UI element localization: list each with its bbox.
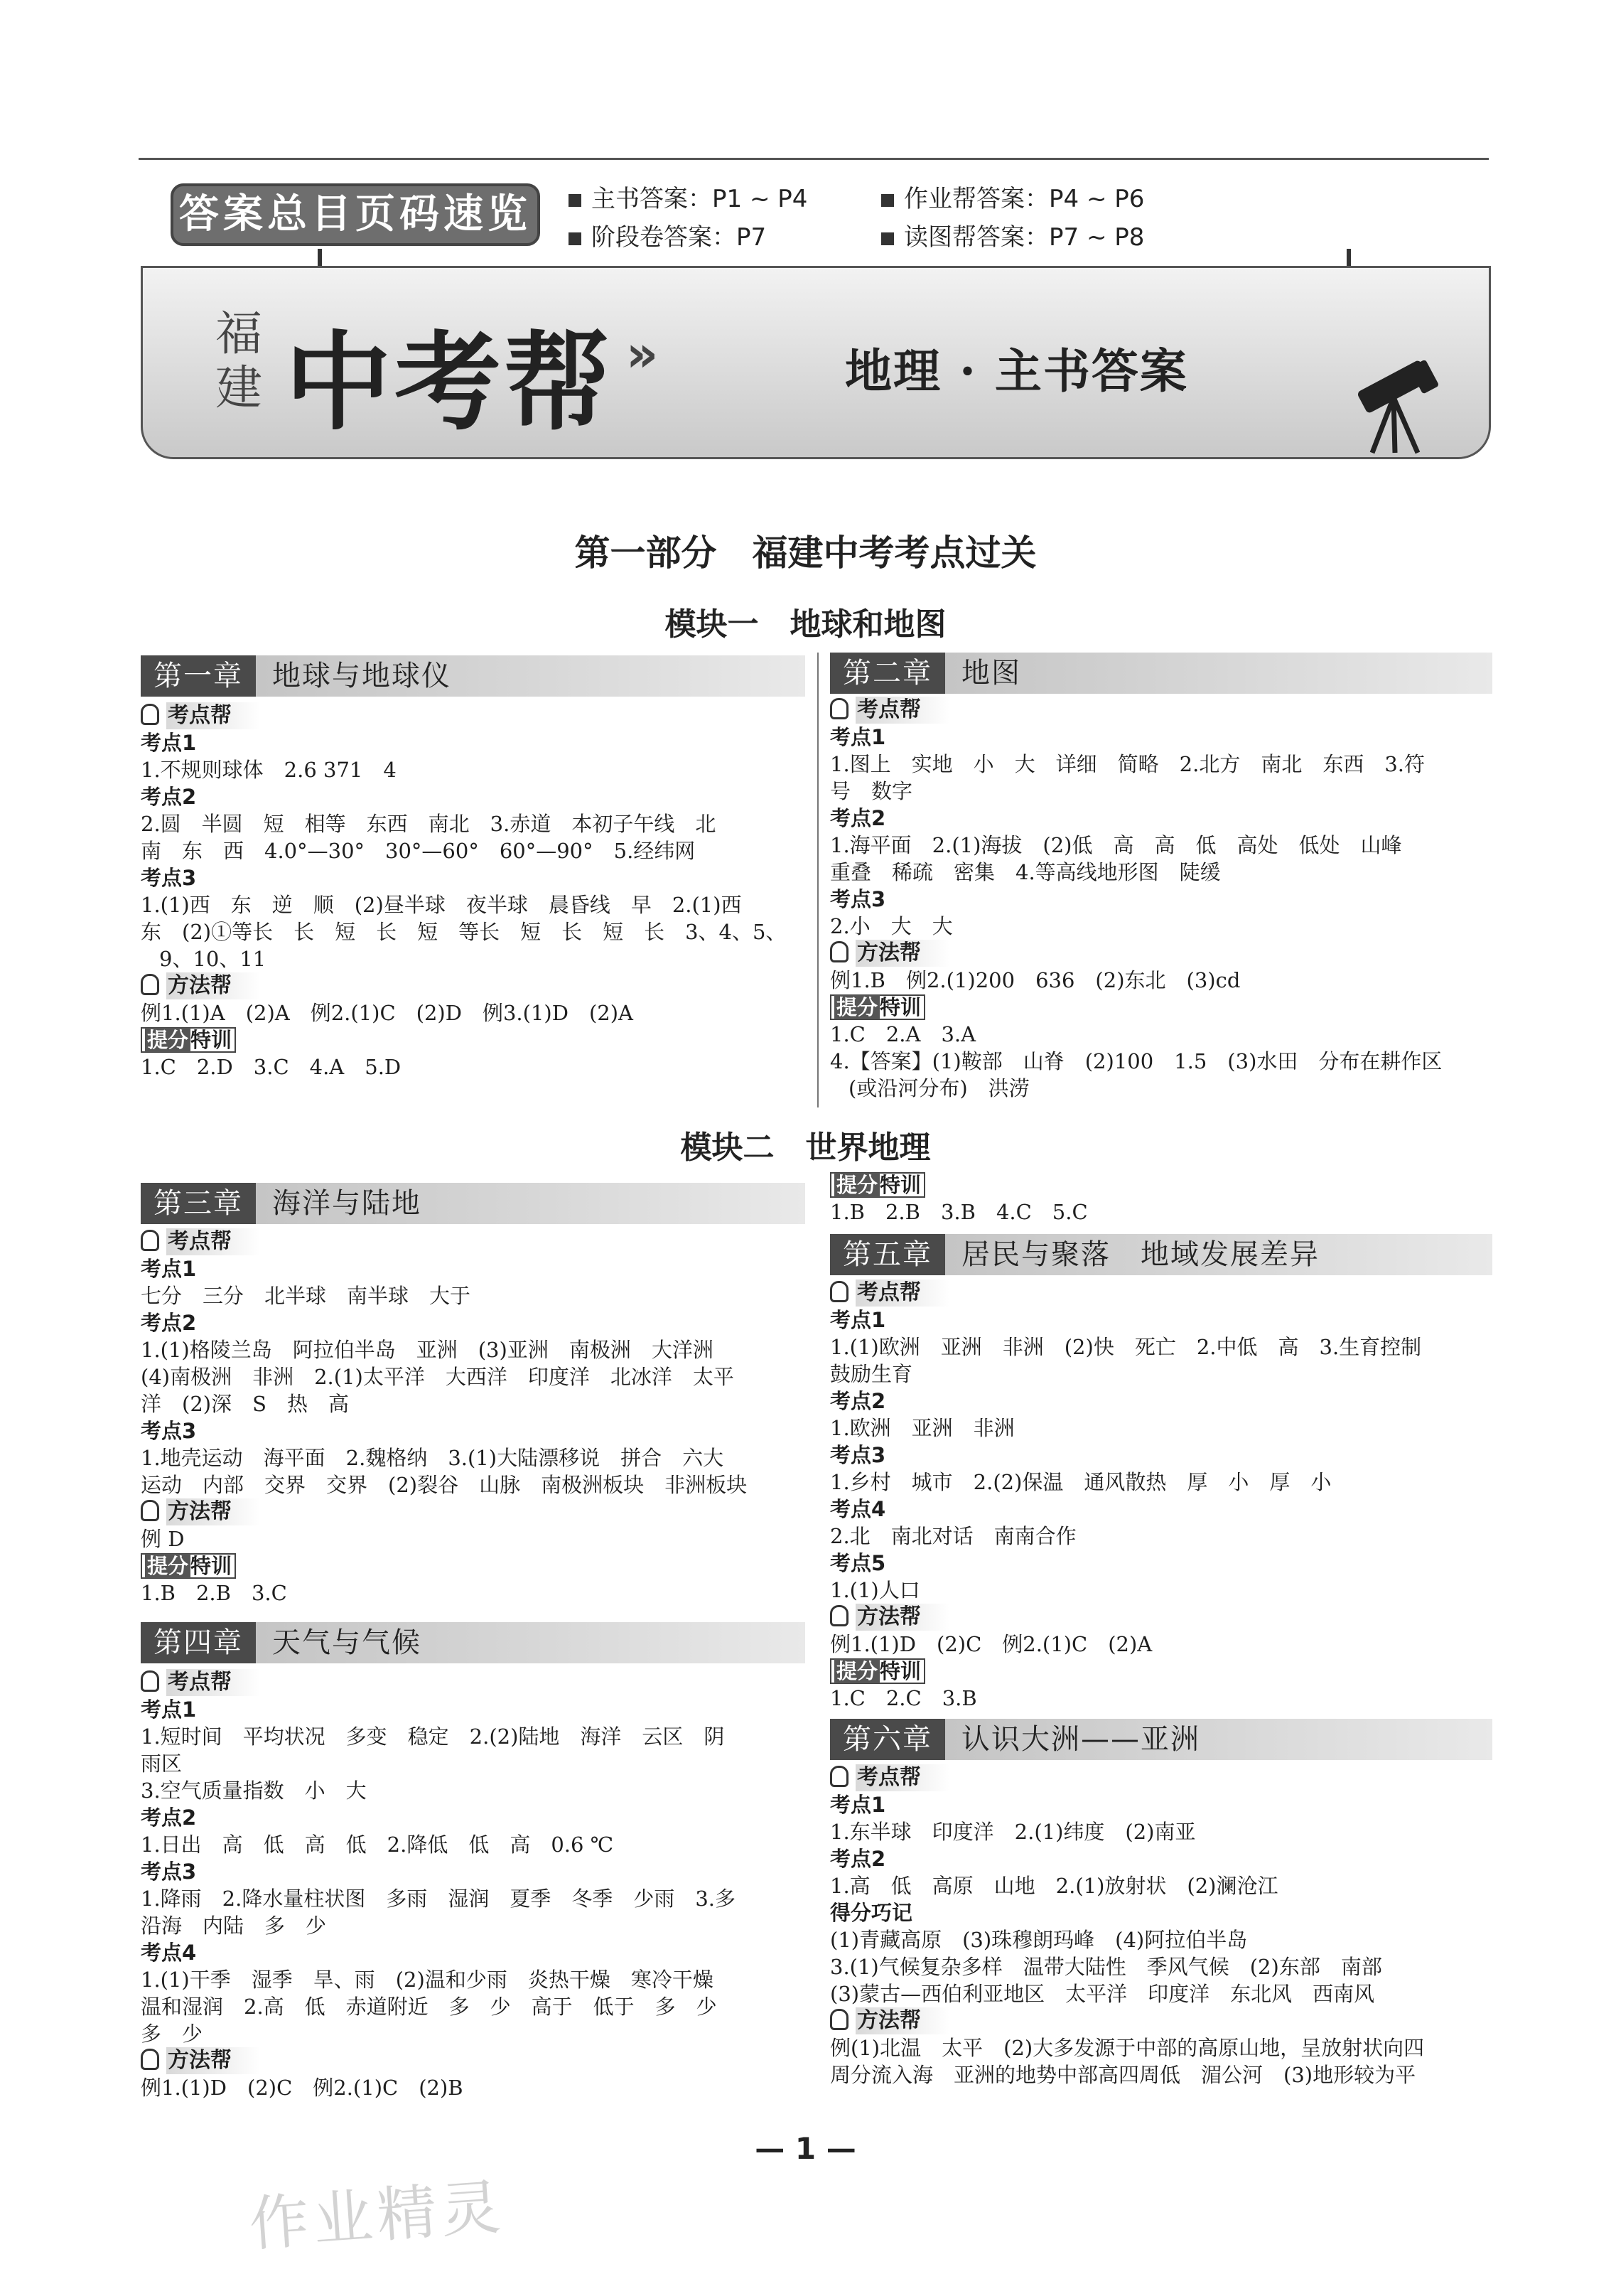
section-kaodian: 考点帮 [830,697,1492,724]
column-divider [817,653,819,1107]
section-fangfa: 方法帮 [141,2047,805,2074]
drill-badge: 提分 特训 [141,1027,236,1053]
bulb-icon [141,2049,159,2070]
section-kaodian: 考点帮 [830,1280,1492,1307]
brand-logo: 中考帮 [285,321,614,445]
index-item: 作业帮答案：P4 ~ P6 [881,179,1144,214]
drill-badge: 提分 特训 [830,994,925,1020]
section-fangfa: 方法帮 [141,1498,805,1525]
chapter-body: 考点帮 考点1 1.(1)欧洲 亚洲 非洲 (2)快 死亡 2.中低 高 3.生育控制 鼓励生育 考点2 1.欧洲 亚洲 非洲 考点3 1.乡村 城市 2.(2)保温 通风散热 厚 小 厚 小 考点4 2.北 南北对话 南南合作 考点5 1.(1)人口 方法帮 例1.(1)D (2)C 例2.(1)C (2)A 提分 特训 1.C 2.C 3.B [830,1280,1492,1712]
telescope-icon [1344,360,1443,456]
section-kaodian: 考点帮 [141,702,805,729]
top-rule [139,158,1489,160]
chapter-body: 考点帮 考点1 1.不规则球体 2.6 371 4 考点2 2.圆 半圆 短 相等 东西 南北 3.赤道 本初子午线 北 南 东 西 4.0°—30° 30°—60° 60°—90° 5.经纬网 考点3 1.(1)西 东 逆 顺 (2)昼半球 夜半球 晨昏线 早 2.(1)西 东 (2)①等长 长 短 长 短 等长 短 长 短 长 3、4、5、 9、10、11 方法帮 例1.(1)A (2)A 例2.(1)C (2)D 例3.(1)D (2)A 提分 特训 1.C 2.D 3.C 4.A 5.D [141,702,805,1080]
square-icon [569,232,581,245]
province-label: 福 建 [215,306,262,415]
index-item: 读图帮答案：P7 ~ P8 [881,218,1144,252]
chapter-header: 第三章 海洋与陆地 [141,1183,805,1224]
bulb-icon [141,1670,159,1692]
drill-badge: 提分 特训 [141,1553,236,1579]
chevron-icon: » [626,325,659,383]
chapter-body: 考点帮 考点1 七分 三分 北半球 南半球 大于 考点2 1.(1)格陵兰岛 阿拉伯半岛 亚洲 (3)亚洲 南极洲 大洋洲 (4)南极洲 非洲 2.(1)太平洋 大西洋 印度洋 北冰洋 太平 洋 (2)深 S 热 高 考点3 1.地壳运动 海平面 2.魏格纳 3.(1)大陆漂移说 拼合 六大 运动 内部 交界 交界 (2)裂谷 山脉 南极洲板块 非洲板块 方法帮 例 D 提分 特训 1.B 2.B 3.C [141,1228,805,1606]
bulb-icon [830,698,848,719]
chapter-header: 第五章 居民与聚落 地域发展差异 [830,1234,1492,1275]
bulb-icon [141,1500,159,1521]
module-title: 模块一 地球和地图 [664,606,947,643]
chapter-header: 第一章 地球与地球仪 [141,655,805,697]
part-title: 第一部分 福建中考考点过关 [574,532,1037,574]
section-kaodian: 考点帮 [830,1764,1492,1791]
bulb-icon [830,1281,848,1302]
index-item: 主书答案：P1 ~ P4 [569,179,807,214]
section-fangfa: 方法帮 [830,2007,1492,2034]
section-fangfa: 方法帮 [830,940,1492,967]
title-banner [141,266,1491,459]
square-icon [569,194,581,207]
bulb-icon [830,1605,848,1626]
drill-badge: 提分 特训 [830,1658,925,1684]
square-icon [881,232,894,245]
chapter-body: 考点帮 考点1 1.东半球 印度洋 2.(1)纬度 (2)南亚 考点2 1.高 低 高原 山地 2.(1)放射状 (2)澜沧江 得分巧记 (1)青藏高原 (3)珠穆朗玛峰 (4)阿拉伯半岛 3.(1)气候复杂多样 温带大陆性 季风气候 (2)东部 南部 (3)蒙古—西伯利亚地区 太平洋 印度洋 东北风 西南风 方法帮 例(1)北温 太平 (2)大多发源于中部的高原山地，呈放射状向四 周分流入海 亚洲的地势中部高四周低 湄公河 (3)地形较为平 [830,1764,1492,2088]
subject-title: 地理 · 主书答案 [845,343,1188,399]
index-item: 阶段卷答案：P7 [569,218,766,252]
bulb-icon [830,941,848,962]
square-icon [881,194,894,207]
bulb-icon [141,704,159,725]
bulb-icon [141,1230,159,1251]
drill-continued: 提分 特训 1.B 2.B 3.B 4.C 5.C [830,1173,1088,1224]
section-fangfa: 方法帮 [141,972,805,999]
chapter-header: 第二章 地图 [830,653,1492,694]
watermark: 作业精灵 [247,2172,507,2260]
chapter-header: 第四章 天气与气候 [141,1622,805,1663]
section-kaodian: 考点帮 [141,1228,805,1255]
module-title: 模块二 世界地理 [680,1130,931,1166]
bulb-icon [830,2009,848,2030]
page-number: — 1 — [755,2131,856,2166]
section-fangfa: 方法帮 [830,1604,1492,1631]
chapter-body: 考点帮 考点1 1.图上 实地 小 大 详细 简略 2.北方 南北 东西 3.符 号 数字 考点2 1.海平面 2.(1)海拔 (2)低 高 高 低 高处 低处 山峰 重叠 稀疏 密集 4.等高线地形图 陡缓 考点3 2.小 大 大 方法帮 例1.B 例2.(1)200 636 (2)东北 (3)cd 提分 特训 1.C 2.A 3.A 4.【答案】(1)鞍部 山脊 (2)100 1.5 (3)水田 分布在耕作区 (或沿河分布) 洪涝 [830,697,1492,1102]
drill-badge: 提分 特训 [830,1172,925,1198]
chapter-body: 考点帮 考点1 1.短时间 平均状况 多变 稳定 2.(2)陆地 海洋 云区 阴 雨区 3.空气质量指数 小 大 考点2 1.日出 高 低 高 低 2.降低 低 高 0.6 ℃ 考点3 1.降雨 2.降水量柱状图 多雨 湿润 夏季 冬季 少雨 3.多 沿海 内陆 多 少 考点4 1.(1)干季 湿季 旱、雨 (2)温和少雨 炎热干燥 寒冷干燥 温和湿润 2.高 低 赤道附近 多 少 高于 低于 多 少 多 少 方法帮 例1.(1)D (2)C 例2.(1)C (2)B [141,1669,805,2101]
section-kaodian: 考点帮 [141,1669,805,1696]
index-title: 答案总目页码速览 [171,183,540,246]
chapter-header: 第六章 认识大洲——亚洲 [830,1719,1492,1760]
bulb-icon [141,974,159,995]
bulb-icon [830,1766,848,1787]
